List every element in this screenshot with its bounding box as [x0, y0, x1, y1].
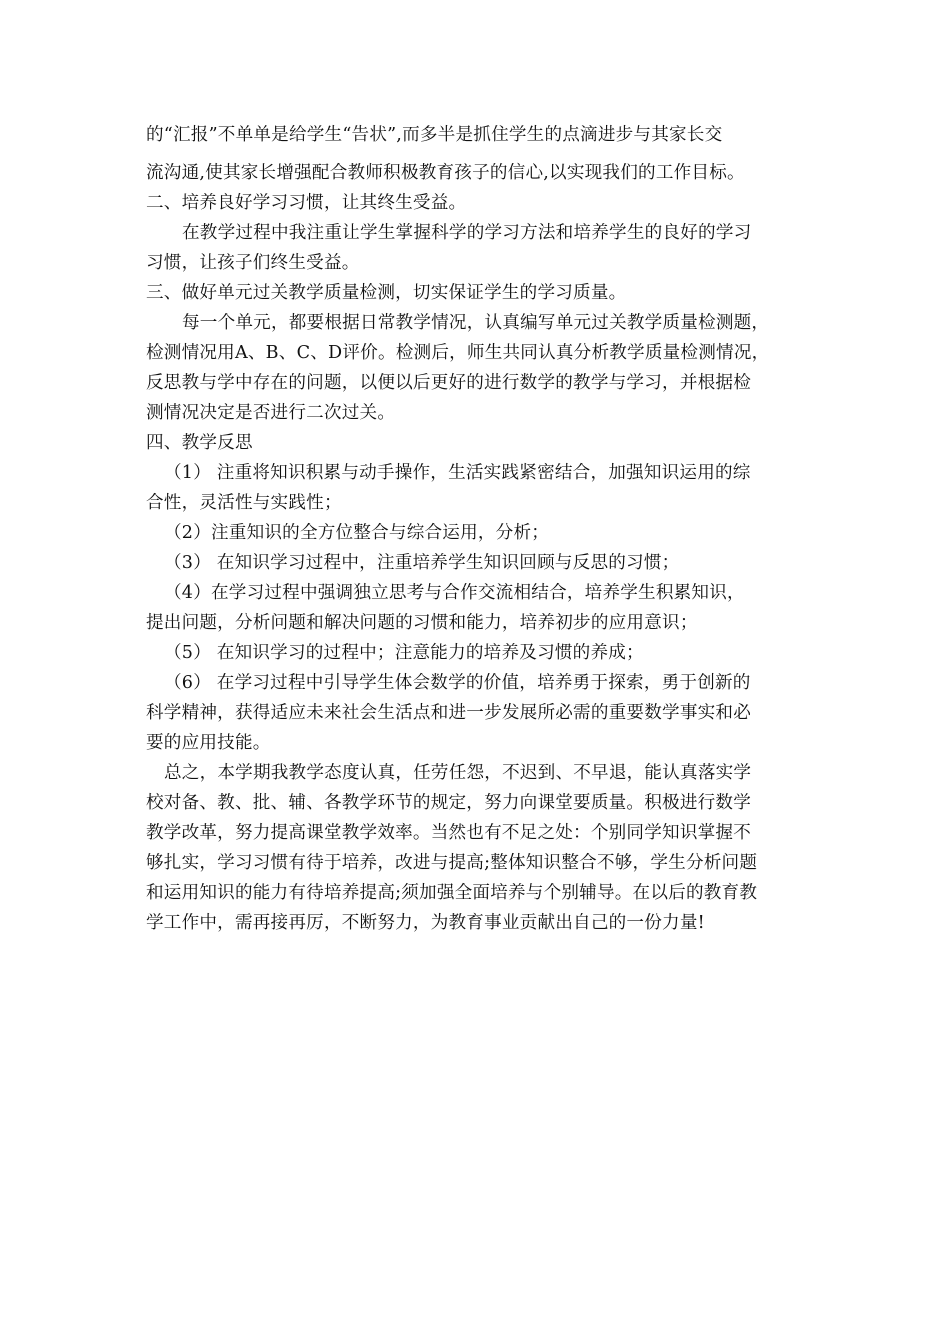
- text-line: 和运用知识的能力有待培养提高;须加强全面培养与个别辅导。在以后的教育教: [146, 883, 758, 903]
- text-line: 总之，本学期我教学态度认真，任劳任怨，不迟到、不早退，能认真落实学: [164, 763, 752, 783]
- section-heading: 三、做好单元过关教学质量检测，切实保证学生的学习质量。: [146, 283, 627, 303]
- text-line: 流沟通,使其家长增强配合教师积极教育孩子的信心,以实现我们的工作目标。: [146, 163, 745, 183]
- document-body: [146, 120, 806, 938]
- text-line: 学工作中，需再接再厉，不断努力，为教育事业贡献出自己的一份力量!: [146, 913, 705, 933]
- text-line: 每一个单元，都要根据日常教学情况，认真编写单元过关教学质量检测题，: [182, 313, 770, 333]
- text-line: （6） 在学习过程中引导学生体会数学的价值，培养勇于探索，勇于创新的: [164, 673, 751, 693]
- text-line: 够扎实，学习习惯有待于培养，改进与提高;整体知识整合不够，学生分析问题: [146, 853, 758, 873]
- section-heading: 四、教学反思: [146, 433, 253, 453]
- text-line: 要的应用技能。: [146, 733, 271, 753]
- text-line: 的“汇报”不单单是给学生“告状”,而多半是抓住学生的点滴进步与其家长交: [146, 125, 723, 145]
- text-line: （1） 注重将知识积累与动手操作，生活实践紧密结合，加强知识运用的综: [164, 463, 751, 483]
- text-line: 校对备、教、批、辅、各教学环节的规定，努力向课堂要质量。积极进行数学: [146, 793, 751, 813]
- text-line: 科学精神，获得适应未来社会生活点和进一步发展所必需的重要数学事实和必: [146, 703, 751, 723]
- text-line: 检测情况用A、B、C、D评价。检测后，师生共同认真分析教学质量检测情况，: [146, 343, 770, 363]
- text-line: 在教学过程中我注重让学生掌握科学的学习方法和培养学生的良好的学习: [182, 223, 752, 243]
- text-line: 提出问题，分析问题和解决问题的习惯和能力，培养初步的应用意识；: [146, 613, 698, 633]
- section-heading: 二、培养良好学习习惯，让其终生受益。: [146, 193, 467, 213]
- text-line: 教学改革，努力提高课堂教学效率。当然也有不足之处：个别同学知识掌握不: [146, 823, 751, 843]
- text-line: 反思教与学中存在的问题，以便以后更好的进行数学的教学与学习，并根据检: [146, 373, 751, 393]
- text-line: 合性，灵活性与实践性；: [146, 493, 342, 513]
- text-line: （3） 在知识学习过程中，注重培养学生知识回顾与反思的习惯；: [164, 553, 680, 573]
- text-line: （4）在学习过程中强调独立思考与合作交流相结合，培养学生积累知识，: [164, 583, 745, 603]
- text-line: （2）注重知识的全方位整合与综合运用，分析；: [164, 523, 550, 543]
- text-line: 习惯，让孩子们终生受益。: [146, 253, 360, 273]
- text-line: （5） 在知识学习的过程中；注意能力的培养及习惯的养成；: [164, 643, 644, 663]
- text-line: 测情况决定是否进行二次过关。: [146, 403, 396, 423]
